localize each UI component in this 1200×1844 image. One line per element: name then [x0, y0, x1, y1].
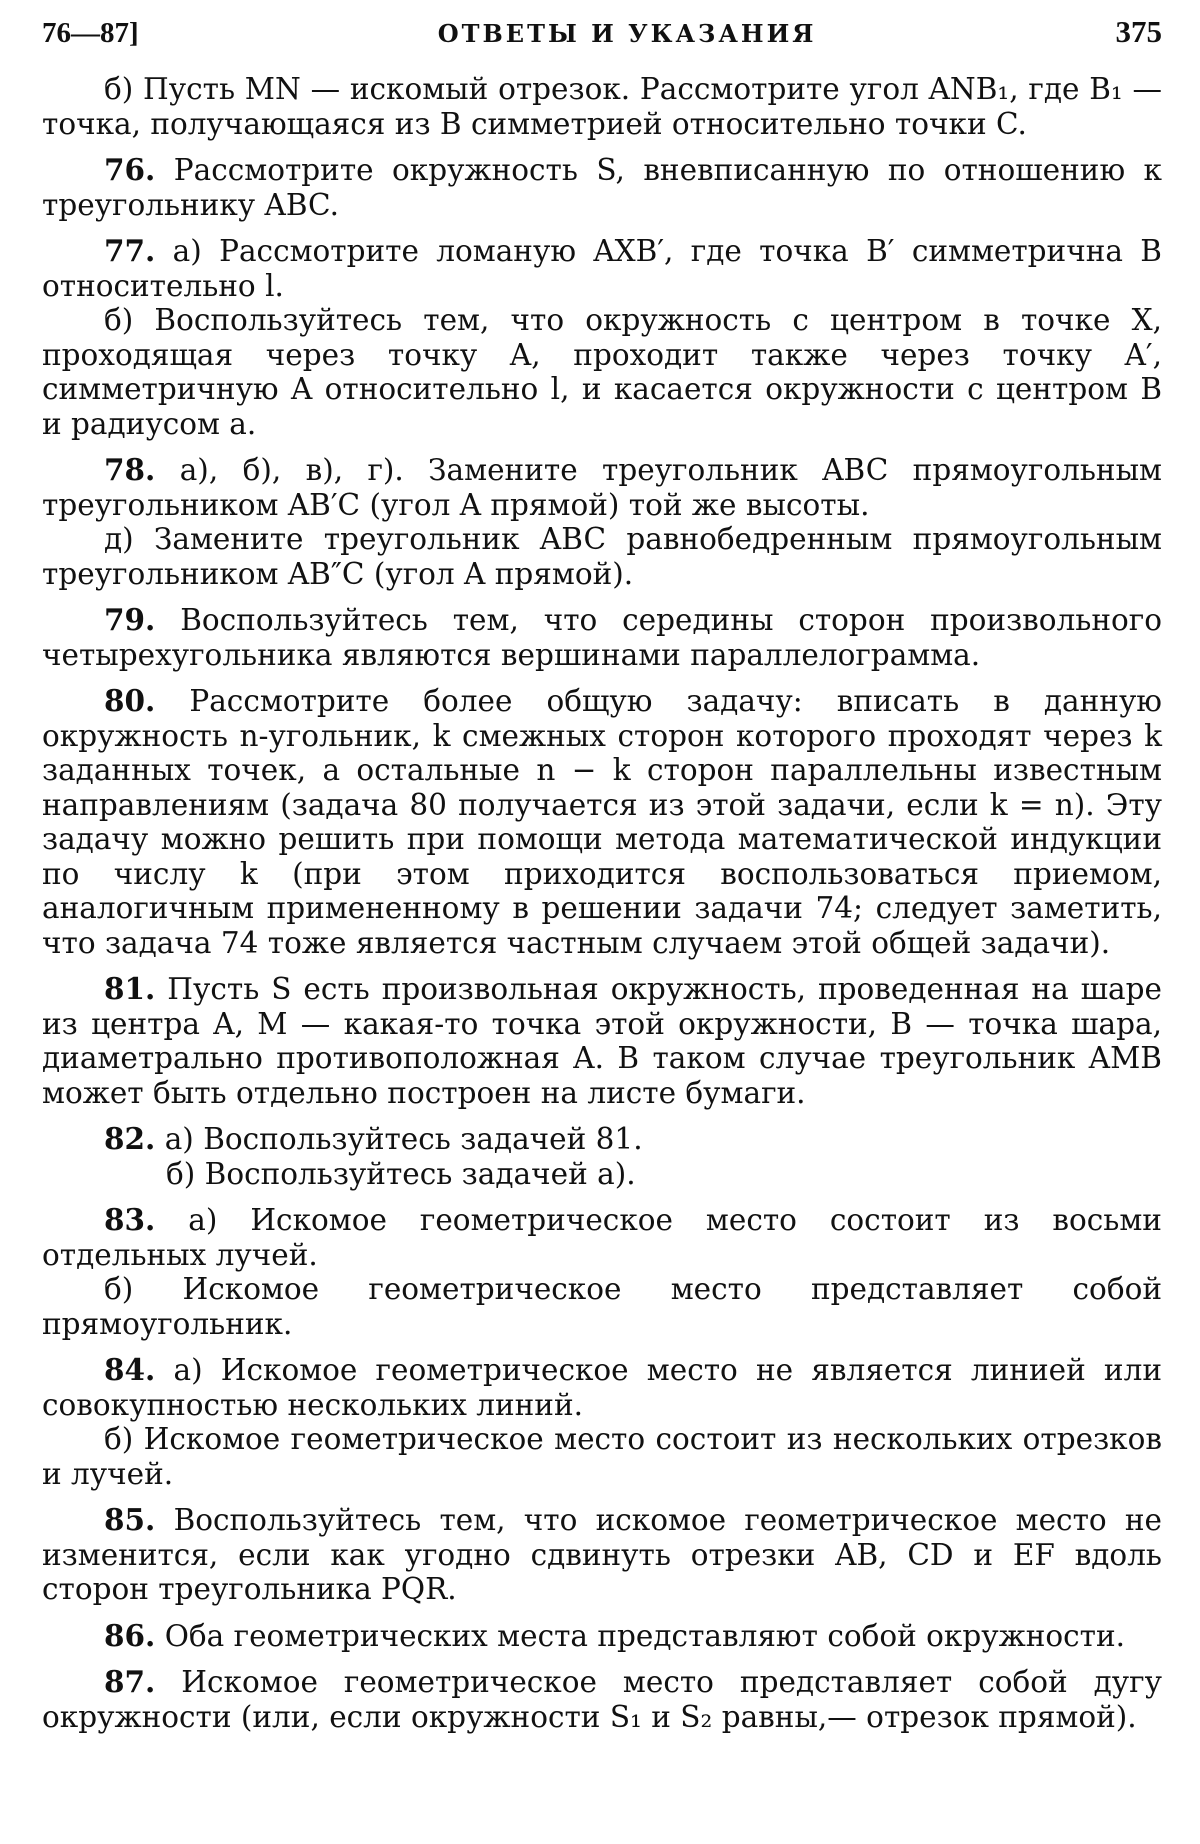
- answer-86: 86. Оба геометрических места представляют собой окружности.: [104, 1617, 1126, 1653]
- answer-82b: б) Воспользуйтесь задачей а).: [166, 1156, 636, 1191]
- answer-77a: 77. а) Рассмотрите ломаную AXB′, где точка B′ симметрична B относительно l.: [42, 233, 1162, 303]
- answer-77b: б) Воспользуйтесь тем, что окружность с центром в точке X, проходящая через точку A, проходит также через точку A′, симметричную A относительно l, и касается окружности с центром B и радиусом a.: [42, 303, 1162, 441]
- page-number: 375: [1115, 14, 1162, 49]
- running-title: ОТВЕТЫ И УКАЗАНИЯ: [437, 19, 817, 48]
- answer-75b: б) Пусть MN — искомый отрезок. Рассмотрите угол ANB₁, где B₁ — точка, получающаяся из B симметрией относительно точки C.: [42, 72, 1162, 141]
- answer-79: 79. Воспользуйтесь тем, что середины сторон произвольного четырехугольника являются вершинами параллелограмма.: [42, 602, 1162, 672]
- answer-85: 85. Воспользуйтесь тем, что искомое геометрическое место не изменится, если как угодно сдвинуть отрезки AB, CD и EF вдоль сторон треугольника PQR.: [42, 1502, 1162, 1606]
- section-range: 76—87]: [42, 17, 139, 49]
- answer-78d: д) Замените треугольник ABC равнобедренным прямоугольным треугольником AB″C (угол A прямой).: [42, 522, 1162, 591]
- answer-83a: 83. а) Искомое геометрическое место состоит из восьми отдельных лучей.: [42, 1202, 1162, 1272]
- answer-84b: б) Искомое геометрическое место состоит из нескольких отрезков и лучей.: [42, 1422, 1162, 1491]
- running-header: [42, 14, 1162, 72]
- answer-84a: 84. а) Искомое геометрическое место не является линией или совокупностью нескольких линий.: [42, 1352, 1162, 1422]
- answer-80: 80. Рассмотрите более общую задачу: вписать в данную окружность n-угольник, k смежных сторон которого проходят через k заданных точек, а остальные n − k сторон параллельны известным направлениям (задача 80 получается из этой задачи, если k = n). Эту задачу можно решить при помощи метода математической индукции по числу k (при этом приходится воспользоваться приемом, аналогичным примененному в решении задачи 74; следует заметить, что задача 74 тоже является частным случаем этой общей задачи).: [42, 683, 1162, 960]
- answer-83b: б) Искомое геометрическое место представляет собой прямоугольник.: [42, 1272, 1162, 1341]
- answer-78a: 78. а), б), в), г). Замените треугольник ABC прямоугольным треугольником AB′C (угол A прямой) той же высоты.: [42, 452, 1162, 522]
- answer-87: 87. Искомое геометрическое место представляет собой дугу окружности (или, если окружности S₁ и S₂ равны,— отрезок прямой).: [42, 1664, 1162, 1734]
- answer-82a: 82. а) Воспользуйтесь задачей 81.: [104, 1121, 643, 1156]
- answers-text: [42, 72, 1162, 1734]
- answer-81: 81. Пусть S есть произвольная окружность, проведенная на шаре из центра A, M — какая-то точка этой окружности, B — точка шара, диаметрально противоположная A. В таком случае треугольник AMB может быть отдельно построен на листе бумаги.: [42, 971, 1162, 1110]
- answer-76: 76. Рассмотрите окружность S, вневписанную по отношению к треугольнику ABC.: [42, 152, 1162, 222]
